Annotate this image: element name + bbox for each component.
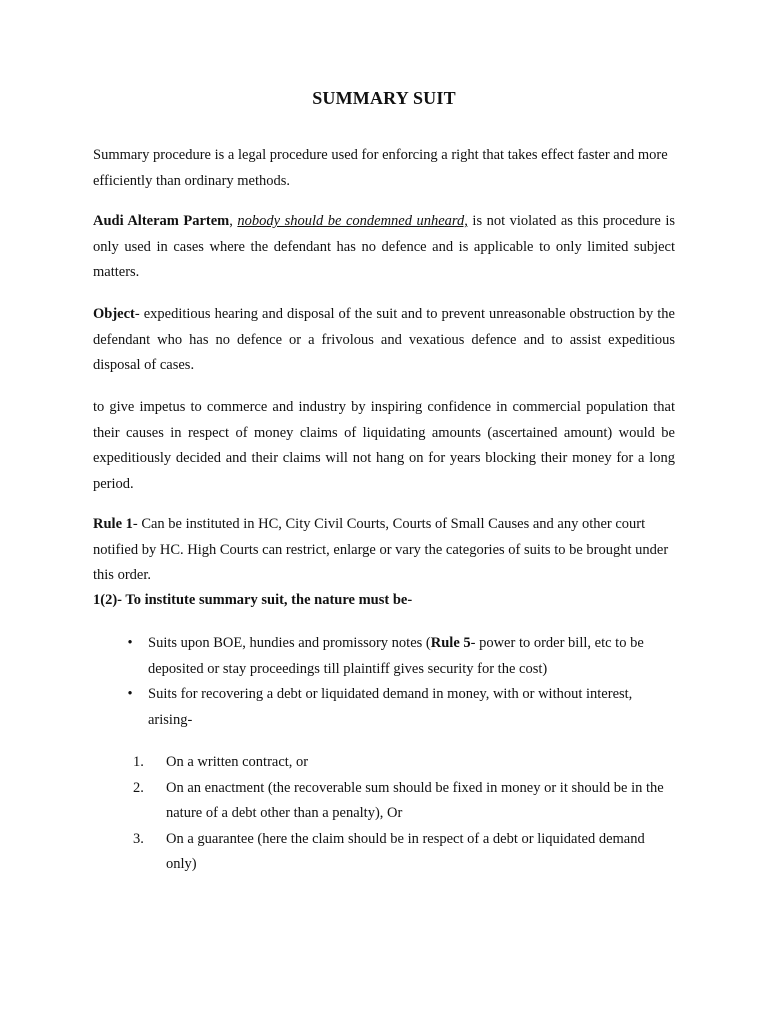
bullet-icon: • [127, 686, 133, 702]
audi-alteram-text: is not violated as this procedure is only used in cases where the defendant has no defence and is applicable to only limited subject matters. [93, 213, 676, 280]
list-number: 1. [133, 754, 144, 770]
audi-alteram-term: Audi Alteram Partem [93, 213, 230, 229]
object-paragraph [93, 302, 675, 379]
list-number: 2. [133, 779, 144, 796]
list-item [121, 631, 675, 682]
list-item [121, 682, 675, 733]
numbered-list [121, 750, 675, 878]
rule-1-paragraph [93, 512, 675, 589]
page-title: SUMMARY SUIT [312, 88, 456, 108]
list-item [121, 776, 675, 827]
rule-1-term: Rule 1 [93, 516, 133, 532]
intro-paragraph: Summary procedure is a legal procedure used for enforcing a right that takes effect faster and more efficiently than ordinary methods. [93, 147, 668, 189]
list-item-text: On a written contract, or [166, 754, 309, 770]
bullet-list [121, 631, 675, 733]
summary-suit-nature-heading: 1(2)- To institute summary suit, the nature must be- [93, 592, 413, 608]
bullet-text-continued: - power to order bill, etc to be deposited or stay proceedings till plaintiff gives security for the cost) [148, 635, 644, 677]
audi-alteram-meaning: nobody should be condemned unheard, [237, 213, 468, 229]
list-number: 3. [133, 830, 144, 847]
object-term: Object [93, 306, 135, 322]
audi-alteram-paragraph [93, 209, 675, 286]
list-item [121, 827, 675, 878]
impetus-paragraph: to give impetus to commerce and industry by inspiring confidence in commercial population that their causes in respect of money claims of liquidating amounts (ascertained amount) would be expeditiously decided and their claims will not hang on for years blocking their money for a long period. [93, 399, 675, 492]
bullet-text: Suits for recovering a debt or liquidated demand in money, with or without interest, arising- [148, 686, 633, 728]
rule-1-text: - Can be instituted in HC, City Civil Courts, Courts of Small Causes and any other court notified by HC. High Courts can restrict, enlarge or vary the categories of suits to be brought under this order. [93, 516, 669, 583]
bullet-text: Suits upon BOE, hundies and promissory notes ( [148, 635, 431, 651]
bullet-icon: • [127, 635, 133, 651]
list-item-text: On an enactment (the recoverable sum should be fixed in money or it should be in the nature of a debt other than a penalty), Or [166, 779, 664, 821]
list-item [121, 750, 675, 776]
audi-alteram-separator: , [229, 213, 238, 229]
rule-5-term: Rule 5 [430, 635, 471, 651]
list-item-text: On a guarantee (here the claim should be in respect of a debt or liquidated demand only) [166, 830, 645, 872]
object-text: - expeditious hearing and disposal of the suit and to prevent unreasonable obstruction by the defendant who has no defence or a frivolous and vexatious defence and to assist expeditious disposal of cases. [93, 306, 675, 373]
